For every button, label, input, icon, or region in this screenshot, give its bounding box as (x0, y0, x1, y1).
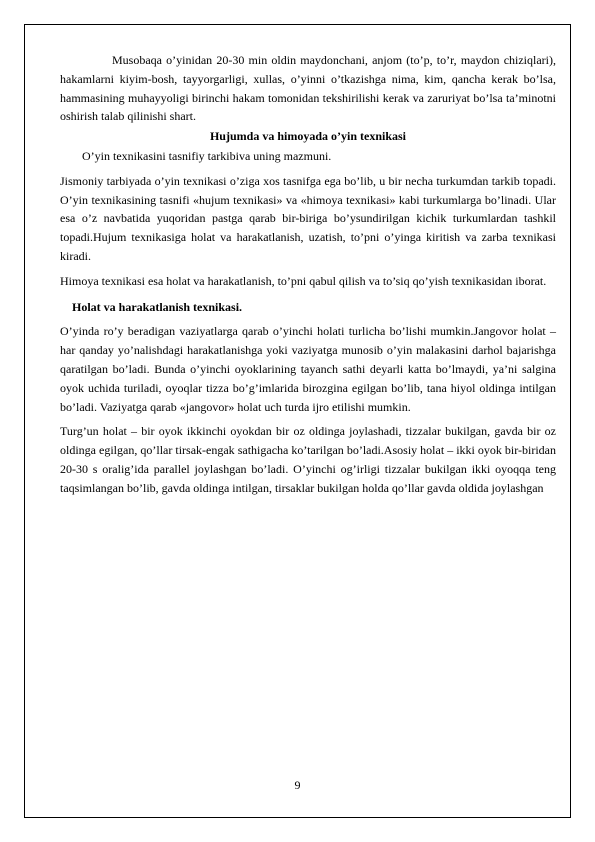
paragraph-intro: Musobaqa o’yinidan 20-30 min oldin maydonchani, anjom (to’p, to’r, maydon chiziqlari), hakamlarni kiyim-bosh, tayyorgarligi, xullas, o’yinni o’tkazishga nima, kim, qancha kerak bo’lsa, hammasining muhayyoligi birinchi hakam tomonidan tekshirilishi kerak va zaruriyat bo’lsa ta’minotni oshirish talab qilinishi shart. (60, 53, 556, 124)
subheading-classification: O’yin texnikasini tasnifiy tarkibiva uning mazmuni. (82, 148, 332, 163)
section-heading-attack-defense: Hujumda va himoyada o’yin texnikasi (209, 129, 407, 144)
document-body (60, 51, 556, 498)
section-heading-stance-movement: Holat va harakatlanish texnikasi. (72, 299, 243, 314)
paragraph-classification: Jismoniy tarbiyada o’yin texnikasi o’ziga xos tasnifga ega bo’lib, u bir necha turkumdan tarkib topadi. O’yin texnikasining tasnifi «hujum texnikasi» va «himoya texnikasi» kabi turkumlarga bo’linadi. Ular esa o’z navbatida yuqoridan pastga qarab bir-biriga bo’ysundirilgan kichik turkumlardan tashkil topadi.Hujum texnikasiga holat va harakatlanish, uzatish, to’pni o’yinga kiritish va zarba texnikasi kiradi. (60, 173, 556, 263)
paragraph-stance-types: Turg’un holat – bir oyok ikkinchi oyokdan bir oz oldinga joylashadi, tizzalar bukilgan, gavda bir oz oldinga egilgan, qo’llar tirsak-engak sathigacha ko’tarilgan bo’ladi.Asosiy holat – ikki oyok bir-biridan 20-30 s oralig’ida parallel joylashgan bo’ladi. O’yinchi og’irligi tizzalar bukilgan ikki oyoqqa teng taqsimlangan bo’lib, gavda oldinga intilgan, tirsaklar bukilgan holda qo’llar gavda oldida joylashgan (60, 424, 556, 495)
page-number: 9 (294, 778, 301, 792)
paragraph-defense-technique: Himoya texnikasi esa holat va harakatlanish, to’pni qabul qilish va to’siq qo’yish texnikasidan iborat. (60, 273, 547, 288)
paragraph-combat-stance: O’yinda ro’y beradigan vaziyatlarga qarab o’yinchi holati turlicha bo’lishi mumkin.Jangovor holat – har qanday yo’nalishdagi harakatlanishga yoki vaziyatga munosib o’yin malakasini darhol bajarishga qaratilgan bo’ladi. Bunda o’yinchi oyoklarining tayanch sathi deyarli katta bo’lmaydi, ya’ni salgina oyok uchida turiladi, oyoqlar tizza bo’g’imlarida birozgina egilgan bo’lib, tana hiyol oldinga intilgan bo’ladi. Vaziyatga qarab «jangovor» holat uch turda ijro etilishi mumkin. (60, 324, 556, 414)
